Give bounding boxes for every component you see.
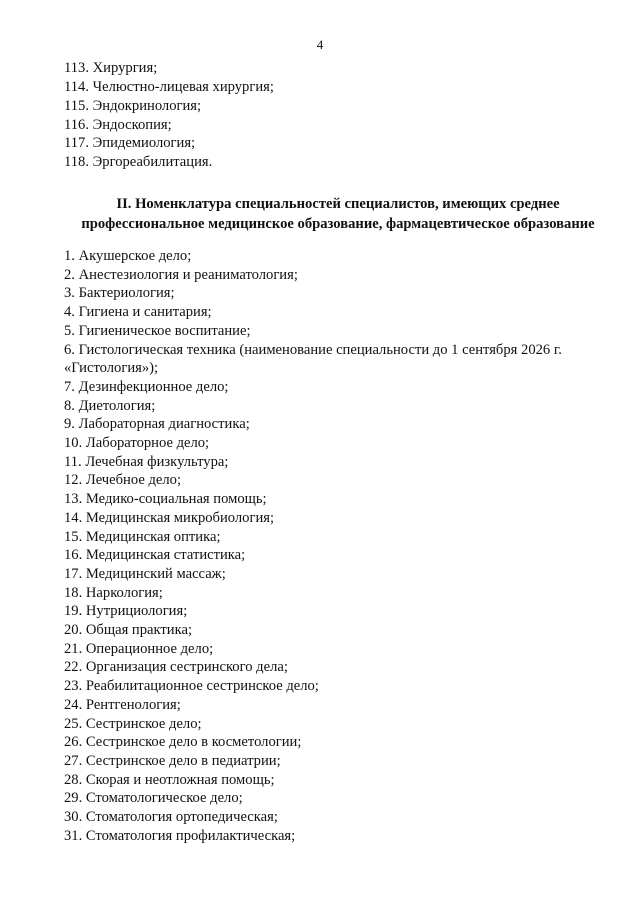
- list-item: 30. Стоматология ортопедическая;: [64, 809, 278, 826]
- list-item: 113. Хирургия;: [64, 60, 158, 76]
- list-item: 3. Бактериология;: [64, 285, 175, 302]
- list-item: 18. Наркология;: [64, 584, 163, 601]
- list-item: 2. Анестезиология и реаниматология;: [64, 266, 298, 283]
- list-item: 117. Эпидемиология;: [64, 135, 196, 152]
- list-item: 10. Лабораторное дело;: [64, 435, 210, 452]
- list-item: 7. Дезинфекционное дело;: [64, 378, 229, 395]
- list-item: 8. Диетология;: [64, 397, 156, 414]
- list-item: 118. Эргореабилитация.: [64, 154, 213, 171]
- list-item: 16. Медицинская статистика;: [64, 547, 246, 564]
- list-item: 23. Реабилитационное сестринское дело;: [64, 678, 319, 695]
- list-item: 114. Челюстно-лицевая хирургия;: [64, 78, 274, 95]
- list-item: 5. Гигиеническое воспитание;: [64, 322, 251, 339]
- list-item: 31. Стоматология профилактическая;: [64, 827, 296, 844]
- list-item: 4. Гигиена и санитария;: [64, 304, 212, 321]
- list-item: 27. Сестринское дело в педиатрии;: [64, 752, 281, 769]
- list-item: 29. Стоматологическое дело;: [64, 790, 243, 807]
- list-item: 6. Гистологическая техника (наименование специальности до 1 сентября 2026 г.: [64, 341, 562, 358]
- list-item: 22. Организация сестринского дела;: [64, 659, 288, 676]
- list-item: 11. Лечебная физкультура;: [64, 453, 229, 470]
- list-item: 13. Медико-социальная помощь;: [64, 491, 267, 508]
- section-heading-line: профессиональное медицинское образование, фармацевтическое образование: [81, 216, 595, 232]
- list-item: 115. Эндокринология;: [64, 97, 202, 114]
- list-item: 24. Рентгенология;: [64, 696, 181, 713]
- section-heading-line: II. Номенклатура специальностей специалистов, имеющих среднее: [116, 196, 560, 212]
- list-item: 21. Операционное дело;: [64, 640, 214, 657]
- list-item: 20. Общая практика;: [64, 622, 193, 639]
- list-item: 28. Скорая и неотложная помощь;: [64, 771, 275, 788]
- list-item: 116. Эндоскопия;: [64, 116, 172, 133]
- list-item-continuation: «Гистология»);: [64, 360, 159, 377]
- nursing-specialty-list: [64, 247, 562, 846]
- list-item: 15. Медицинская оптика;: [64, 528, 221, 545]
- list-item: 25. Сестринское дело;: [64, 715, 202, 732]
- list-item: 26. Сестринское дело в косметологии;: [64, 734, 302, 751]
- list-item: 1. Акушерское дело;: [64, 248, 192, 264]
- specialty-list-continued: [64, 59, 274, 172]
- list-item: 14. Медицинская микробиология;: [64, 509, 275, 526]
- list-item: 9. Лабораторная диагностика;: [64, 416, 250, 433]
- list-item: 17. Медицинский массаж;: [64, 565, 226, 582]
- section-heading: [60, 194, 616, 234]
- list-item: 19. Нутрициология;: [64, 603, 188, 620]
- page-number: 4: [316, 37, 324, 52]
- list-item: 12. Лечебное дело;: [64, 472, 181, 489]
